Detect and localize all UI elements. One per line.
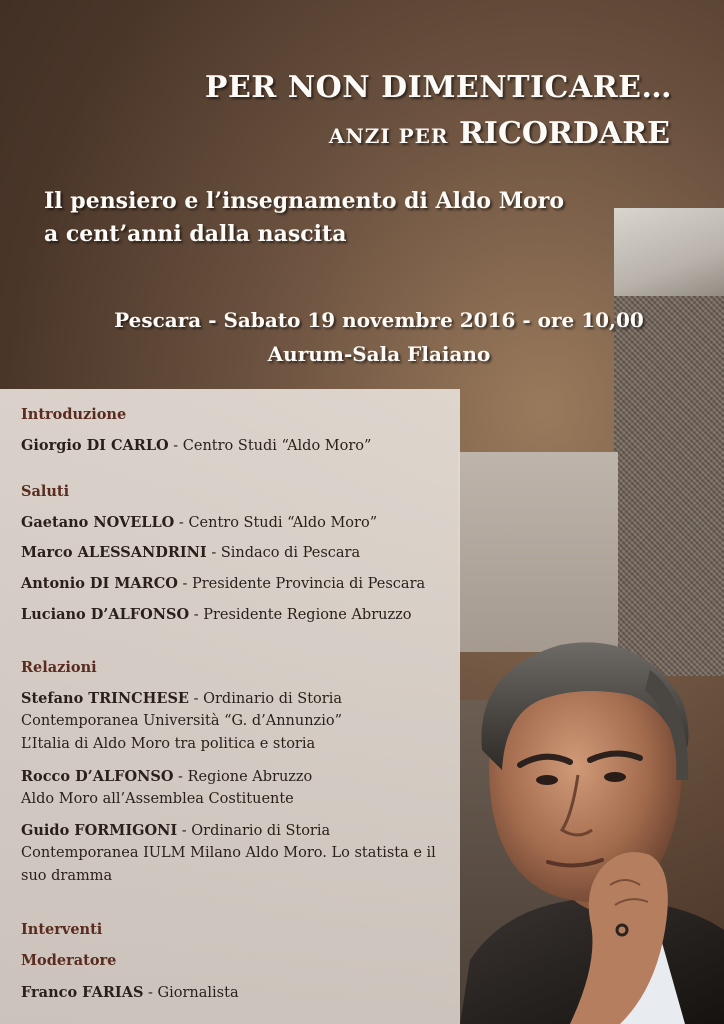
speaker-name: Antonio DI MARCO xyxy=(21,575,178,592)
speaker-role: Regione Abruzzo xyxy=(187,769,313,785)
event-date: Pescara - Sabato 19 novembre 2016 - ore 10,00 xyxy=(114,308,644,332)
separator: - xyxy=(143,985,158,1001)
title-anzi-per: ANZI PER xyxy=(328,124,449,148)
separator: - xyxy=(174,515,189,531)
title-line-2 xyxy=(329,116,670,151)
speaker-detail: Contemporanea Università “G. d’Annunzio” xyxy=(21,713,342,729)
section-heading-saluti: Saluti xyxy=(21,483,70,500)
talk-title: Aldo Moro all’Assemblea Costituente xyxy=(21,791,294,807)
speaker-line xyxy=(21,605,412,625)
speaker-name: Luciano D’ALFONSO xyxy=(21,606,190,623)
speaker-role: Ordinario di Storia xyxy=(191,823,331,839)
speaker-line xyxy=(21,983,239,1003)
talk-title: suo dramma xyxy=(21,868,113,884)
speaker-role: Centro Studi “Aldo Moro” xyxy=(188,515,378,531)
speaker-name: Gaetano NOVELLO xyxy=(21,514,175,531)
section-heading-introduzione: Introduzione xyxy=(21,406,127,423)
speaker-role: Presidente Regione Abruzzo xyxy=(203,607,412,623)
section-heading-relazioni: Relazioni xyxy=(21,659,97,676)
separator: - xyxy=(188,691,204,707)
title-ricordare: RICORDARE xyxy=(459,116,670,151)
speaker-role: Centro Studi “Aldo Moro” xyxy=(182,438,372,454)
speaker-line xyxy=(21,436,371,456)
speaker-name: Stefano TRINCHESE xyxy=(21,690,189,707)
speaker-line xyxy=(21,513,377,533)
speaker-name: Marco ALESSANDRINI xyxy=(21,544,207,561)
separator: - xyxy=(189,607,204,623)
aldo-moro-portrait xyxy=(450,630,724,1024)
section-heading-moderatore: Moderatore xyxy=(21,952,117,969)
speaker-name: Giorgio DI CARLO xyxy=(21,437,169,454)
separator: - xyxy=(177,823,192,839)
collage-strip-image xyxy=(458,452,618,652)
speaker-role: Ordinario di Storia xyxy=(203,691,342,707)
speaker-line xyxy=(21,543,360,563)
speaker-name: Guido FORMIGONI xyxy=(21,822,178,839)
section-heading-interventi: Interventi xyxy=(21,921,103,938)
separator: - xyxy=(173,769,188,785)
speaker-detail: Contemporanea IULM Milano Aldo Moro. Lo statista e il xyxy=(21,845,436,861)
speaker-name: Franco FARIAS xyxy=(21,984,144,1001)
speaker-line xyxy=(21,767,312,787)
speaker-name: Rocco D’ALFONSO xyxy=(21,768,174,785)
separator: - xyxy=(206,545,221,561)
event-venue: Aurum-Sala Flaiano xyxy=(267,342,491,366)
speaker-role: Presidente Provincia di Pescara xyxy=(191,576,426,592)
title-line-1: PER NON DIMENTICARE… xyxy=(204,70,672,105)
collage-paper-image xyxy=(614,208,724,304)
subtitle xyxy=(44,185,564,251)
speaker-line xyxy=(21,574,425,594)
speaker-line xyxy=(21,821,330,841)
subtitle-line-2: a cent’anni dalla nascita xyxy=(44,221,347,247)
separator: - xyxy=(177,576,192,592)
speaker-role: Giornalista xyxy=(157,985,239,1001)
talk-title: L’Italia di Aldo Moro tra politica e storia xyxy=(21,736,316,752)
separator: - xyxy=(168,438,183,454)
speaker-role: Sindaco di Pescara xyxy=(220,545,361,561)
subtitle-line-1: Il pensiero e l’insegnamento di Aldo Moro xyxy=(44,188,564,214)
speaker-line xyxy=(21,689,342,709)
